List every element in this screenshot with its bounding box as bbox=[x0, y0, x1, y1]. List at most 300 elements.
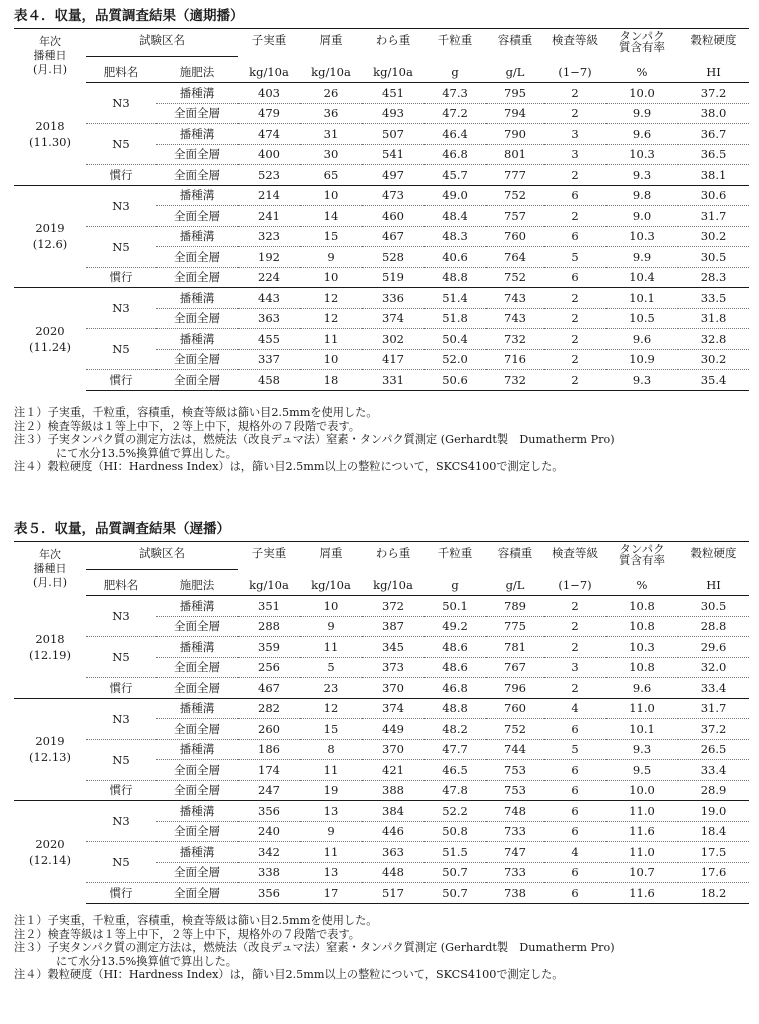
data-cell: 214 bbox=[238, 185, 300, 206]
sowing-date: (12.19) bbox=[29, 647, 71, 662]
data-cell: 6 bbox=[544, 862, 606, 883]
fertilizer-cell: 慣行 bbox=[86, 780, 156, 801]
data-cell: 460 bbox=[362, 206, 424, 227]
data-cell: 767 bbox=[486, 657, 544, 678]
data-cell: 323 bbox=[238, 226, 300, 247]
data-cell: 3 bbox=[544, 657, 606, 678]
data-cell: 302 bbox=[362, 329, 424, 350]
data-cell: 23 bbox=[300, 678, 362, 699]
unit-label: kg/10a bbox=[300, 57, 362, 83]
data-cell: 9.5 bbox=[606, 760, 678, 781]
data-cell: 359 bbox=[238, 637, 300, 658]
straw-weight-header: わら重 bbox=[362, 29, 424, 57]
note-line: 注１）子実重，千粒重，容積重，検査等級は篩い目2.5mmを使用した。 bbox=[14, 914, 378, 927]
method-cell: 全面全層 bbox=[156, 780, 238, 801]
method-cell: 播種溝 bbox=[156, 801, 238, 822]
method-cell: 播種溝 bbox=[156, 226, 238, 247]
method-cell: 全面全層 bbox=[156, 719, 238, 740]
table4-body bbox=[14, 83, 749, 391]
year-header bbox=[14, 542, 86, 596]
thousand-kernel-weight-header: 千粒重 bbox=[424, 542, 486, 570]
data-cell: 384 bbox=[362, 801, 424, 822]
data-cell: 48.4 bbox=[424, 206, 486, 227]
data-cell: 479 bbox=[238, 103, 300, 124]
method-cell: 播種溝 bbox=[156, 329, 238, 350]
data-cell: 451 bbox=[382, 85, 404, 100]
data-cell: 753 bbox=[486, 780, 544, 801]
method-cell: 全面全層 bbox=[156, 144, 238, 165]
data-cell: 403 bbox=[258, 85, 280, 100]
data-cell: 523 bbox=[238, 165, 300, 186]
data-cell: 493 bbox=[362, 103, 424, 124]
data-cell: 10.3 bbox=[606, 144, 678, 165]
data-cell: 400 bbox=[238, 144, 300, 165]
data-cell: 2 bbox=[544, 308, 606, 329]
method-cell: 全面全層 bbox=[156, 862, 238, 883]
unit-label: HI bbox=[678, 570, 749, 596]
data-cell: 30.2 bbox=[678, 349, 749, 370]
data-cell: 50.6 bbox=[424, 370, 486, 391]
data-cell: 48.2 bbox=[424, 719, 486, 740]
data-cell: 789 bbox=[504, 598, 526, 613]
data-cell: 370 bbox=[362, 678, 424, 699]
protein-header-line: タンパク bbox=[619, 542, 665, 556]
data-cell: 753 bbox=[486, 760, 544, 781]
method-cell: 播種溝 bbox=[156, 698, 238, 719]
hardness-header: 穀粒硬度 bbox=[678, 29, 749, 57]
data-cell: 6 bbox=[544, 719, 606, 740]
data-cell: 2 bbox=[544, 206, 606, 227]
data-cell: 46.8 bbox=[424, 678, 486, 699]
data-cell: 28.3 bbox=[678, 267, 749, 288]
method-cell: 全面全層 bbox=[156, 616, 238, 637]
year-value: 2020 bbox=[35, 837, 65, 851]
table-row bbox=[14, 185, 749, 206]
data-cell: 10.0 bbox=[606, 780, 678, 801]
data-cell: 6 bbox=[544, 226, 606, 247]
year-value: 2018 bbox=[35, 631, 65, 646]
method-cell: 全面全層 bbox=[156, 206, 238, 227]
data-cell: 47.7 bbox=[424, 739, 486, 760]
data-cell: 748 bbox=[486, 801, 544, 822]
data-cell: 33.4 bbox=[678, 678, 749, 699]
data-cell: 282 bbox=[238, 698, 300, 719]
data-cell: 15 bbox=[300, 719, 362, 740]
data-cell: 764 bbox=[486, 247, 544, 268]
table-row bbox=[14, 596, 749, 617]
data-cell: 48.6 bbox=[424, 637, 486, 658]
year-header-line: (月.日) bbox=[32, 575, 68, 589]
method-cell: 全面全層 bbox=[156, 678, 238, 699]
method-cell: 播種溝 bbox=[156, 288, 238, 309]
data-cell: 15 bbox=[300, 226, 362, 247]
data-cell: 752 bbox=[486, 185, 544, 206]
unit-label: kg/10a bbox=[238, 57, 300, 83]
unit-label: g/L bbox=[486, 57, 544, 83]
data-cell: 247 bbox=[238, 780, 300, 801]
data-cell: 458 bbox=[238, 370, 300, 391]
data-cell: 13 bbox=[300, 862, 362, 883]
data-cell: 417 bbox=[362, 349, 424, 370]
sowing-date: (12.13) bbox=[29, 750, 71, 765]
data-cell: 49.2 bbox=[424, 616, 486, 637]
method-header: 施肥法 bbox=[156, 57, 238, 83]
data-cell: 9.6 bbox=[606, 329, 678, 350]
data-cell: 47.2 bbox=[424, 103, 486, 124]
data-cell: 10.5 bbox=[606, 308, 678, 329]
fertilizer-cell: N3 bbox=[86, 801, 156, 842]
unit-label: HI bbox=[678, 57, 749, 83]
data-cell: 467 bbox=[362, 226, 424, 247]
unit-label: kg/10a bbox=[362, 57, 424, 83]
protein-header-line: タンパク bbox=[619, 29, 665, 43]
data-cell: 10.7 bbox=[606, 862, 678, 883]
unit-label: g bbox=[424, 570, 486, 596]
data-cell: 6 bbox=[544, 267, 606, 288]
fertilizer-cell: 慣行 bbox=[86, 370, 156, 391]
data-cell: 446 bbox=[362, 821, 424, 842]
method-cell: 全面全層 bbox=[156, 657, 238, 678]
data-cell: 6 bbox=[544, 883, 606, 904]
fertilizer-cell: N3 bbox=[112, 96, 130, 110]
grain-weight-header: 子実重 bbox=[238, 29, 300, 57]
data-cell: 363 bbox=[362, 842, 424, 863]
data-cell: 5 bbox=[544, 739, 606, 760]
data-cell: 448 bbox=[362, 862, 424, 883]
method-cell: 全面全層 bbox=[156, 247, 238, 268]
note-line: 注２）検査等級は１等上中下，２等上中下，規格外の７段階で表す。 bbox=[14, 927, 360, 941]
data-cell: 732 bbox=[486, 329, 544, 350]
method-cell: 播種溝 bbox=[179, 85, 215, 100]
data-cell: 19 bbox=[300, 780, 362, 801]
data-cell: 10.8 bbox=[629, 598, 655, 613]
data-cell: 9 bbox=[300, 616, 362, 637]
protein-header-line: 質含有率 bbox=[619, 553, 665, 567]
data-cell: 794 bbox=[486, 103, 544, 124]
data-cell: 9.8 bbox=[606, 185, 678, 206]
plot-header: 試験区名 bbox=[86, 542, 238, 570]
unit-label: % bbox=[606, 570, 678, 596]
data-cell: 10.1 bbox=[606, 288, 678, 309]
data-cell: 28.8 bbox=[678, 616, 749, 637]
data-cell: 370 bbox=[362, 739, 424, 760]
data-cell: 51.8 bbox=[424, 308, 486, 329]
data-cell: 38.0 bbox=[678, 103, 749, 124]
data-cell: 26.5 bbox=[678, 739, 749, 760]
data-cell: 48.6 bbox=[424, 657, 486, 678]
note-line: 注３）子実タンパク質の測定方法は，燃焼法（改良デュマ法）窒素・タンパク質測定 (Gerhardt製 Dumatherm Pro) bbox=[14, 433, 615, 446]
data-cell: 4 bbox=[544, 698, 606, 719]
year-header-line: 播種日 bbox=[33, 48, 67, 62]
fertilizer-cell: N3 bbox=[86, 185, 156, 226]
data-cell: 10.3 bbox=[606, 226, 678, 247]
method-cell: 全面全層 bbox=[156, 308, 238, 329]
table4-header bbox=[14, 29, 749, 83]
data-cell: 10.9 bbox=[606, 349, 678, 370]
data-cell: 26 bbox=[323, 85, 339, 100]
data-cell: 12 bbox=[300, 308, 362, 329]
unit-label: (1−7) bbox=[544, 57, 606, 83]
chaff-weight-header: 屑重 bbox=[300, 29, 362, 57]
data-cell: 37.2 bbox=[700, 85, 727, 100]
data-cell: 760 bbox=[486, 226, 544, 247]
data-cell: 33.4 bbox=[678, 760, 749, 781]
data-cell: 351 bbox=[258, 598, 280, 613]
fertilizer-cell: N5 bbox=[86, 637, 156, 678]
method-cell: 播種溝 bbox=[156, 739, 238, 760]
protein-header bbox=[606, 542, 678, 570]
sowing-date: (11.24) bbox=[29, 340, 71, 354]
data-cell: 507 bbox=[362, 124, 424, 145]
note-line: 注３）子実タンパク質の測定方法は，燃焼法（改良デュマ法）窒素・タンパク質測定 (Gerhardt製 Dumatherm Pro) bbox=[14, 941, 615, 954]
data-cell: 2 bbox=[571, 85, 579, 100]
data-cell: 10.4 bbox=[606, 267, 678, 288]
data-cell: 6 bbox=[544, 801, 606, 822]
data-cell: 10.3 bbox=[606, 637, 678, 658]
data-cell: 47.3 bbox=[442, 85, 468, 100]
data-cell: 6 bbox=[544, 185, 606, 206]
data-cell: 30.5 bbox=[700, 598, 727, 613]
note-line: 注４）穀粒硬度（HI：Hardness Index）は，篩い目2.5mm以上の整粒について，SKCS4100で測定した。 bbox=[14, 460, 564, 473]
data-cell: 17 bbox=[300, 883, 362, 904]
data-cell: 5 bbox=[544, 247, 606, 268]
table-row bbox=[14, 698, 749, 719]
chaff-weight-header: 屑重 bbox=[300, 542, 362, 570]
table-row bbox=[14, 637, 749, 658]
protein-header bbox=[606, 29, 678, 57]
data-cell: 356 bbox=[238, 801, 300, 822]
data-cell: 11.0 bbox=[606, 801, 678, 822]
data-cell: 467 bbox=[238, 678, 300, 699]
table4-notes bbox=[14, 406, 749, 474]
data-cell: 10.8 bbox=[606, 616, 678, 637]
data-cell: 36 bbox=[300, 103, 362, 124]
protein-header-line: 質含有率 bbox=[619, 40, 665, 54]
straw-weight-header: わら重 bbox=[362, 542, 424, 570]
data-cell: 9.3 bbox=[606, 370, 678, 391]
plot-header: 試験区名 bbox=[86, 29, 238, 57]
method-cell: 全面全層 bbox=[156, 165, 238, 186]
data-cell: 33.5 bbox=[678, 288, 749, 309]
data-cell: 732 bbox=[486, 370, 544, 391]
method-header: 施肥法 bbox=[156, 570, 238, 596]
data-cell: 331 bbox=[362, 370, 424, 391]
data-cell: 30.2 bbox=[678, 226, 749, 247]
data-cell: 372 bbox=[382, 598, 404, 613]
data-cell: 241 bbox=[238, 206, 300, 227]
data-cell: 388 bbox=[362, 780, 424, 801]
data-cell: 35.4 bbox=[678, 370, 749, 391]
data-cell: 11.0 bbox=[606, 698, 678, 719]
data-cell: 363 bbox=[238, 308, 300, 329]
sowing-date: (12.6) bbox=[32, 237, 68, 252]
data-cell: 790 bbox=[486, 124, 544, 145]
year-header bbox=[14, 29, 86, 83]
data-cell: 2 bbox=[544, 349, 606, 370]
data-cell: 46.5 bbox=[424, 760, 486, 781]
data-cell: 517 bbox=[362, 883, 424, 904]
table-row bbox=[14, 780, 749, 801]
data-cell: 6 bbox=[544, 821, 606, 842]
table5-caption: 表５．収量，品質調査結果（遅播） bbox=[14, 521, 230, 537]
year-value: 2019 bbox=[35, 221, 65, 236]
data-cell: 192 bbox=[238, 247, 300, 268]
table5 bbox=[14, 541, 749, 904]
data-cell: 733 bbox=[486, 821, 544, 842]
note-line: にて水分13.5%換算値で算出した。 bbox=[56, 954, 237, 968]
year-value: 2019 bbox=[35, 734, 65, 749]
data-cell: 744 bbox=[486, 739, 544, 760]
data-cell: 51.4 bbox=[424, 288, 486, 309]
data-cell: 4 bbox=[544, 842, 606, 863]
data-cell: 342 bbox=[238, 842, 300, 863]
year-header-line: 年次 bbox=[39, 547, 61, 561]
thousand-kernel-weight-header: 千粒重 bbox=[424, 29, 486, 57]
data-cell: 345 bbox=[362, 637, 424, 658]
data-cell: 13 bbox=[300, 801, 362, 822]
data-cell: 743 bbox=[486, 308, 544, 329]
data-cell: 29.6 bbox=[678, 637, 749, 658]
method-cell: 全面全層 bbox=[156, 883, 238, 904]
fertilizer-header: 肥料名 bbox=[86, 57, 156, 83]
data-cell: 12 bbox=[300, 698, 362, 719]
year-cell bbox=[14, 801, 86, 904]
data-cell: 738 bbox=[486, 883, 544, 904]
data-cell: 36.7 bbox=[678, 124, 749, 145]
data-cell: 2 bbox=[544, 616, 606, 637]
data-cell: 356 bbox=[238, 883, 300, 904]
volume-weight-header: 容積重 bbox=[486, 29, 544, 57]
data-cell: 31.7 bbox=[678, 206, 749, 227]
fertilizer-cell: N3 bbox=[86, 288, 156, 329]
data-cell: 733 bbox=[486, 862, 544, 883]
data-cell: 9.9 bbox=[606, 247, 678, 268]
fertilizer-cell: N5 bbox=[86, 739, 156, 780]
table-row bbox=[14, 883, 749, 904]
data-cell: 11.6 bbox=[606, 821, 678, 842]
year-header-line: 播種日 bbox=[33, 561, 67, 575]
data-cell: 449 bbox=[362, 719, 424, 740]
table-row bbox=[14, 678, 749, 699]
data-cell: 224 bbox=[238, 267, 300, 288]
fertilizer-cell: N3 bbox=[112, 609, 130, 623]
data-cell: 757 bbox=[486, 206, 544, 227]
inspection-grade-header: 検査等級 bbox=[544, 29, 606, 57]
data-cell: 760 bbox=[486, 698, 544, 719]
data-cell: 11 bbox=[300, 842, 362, 863]
table5-body bbox=[14, 596, 749, 904]
unit-label: g bbox=[424, 57, 486, 83]
note-line: にて水分13.5%換算値で算出した。 bbox=[56, 446, 237, 460]
table-row bbox=[14, 801, 749, 822]
fertilizer-cell: N5 bbox=[86, 842, 156, 883]
data-cell: 777 bbox=[486, 165, 544, 186]
data-cell: 743 bbox=[486, 288, 544, 309]
data-cell: 716 bbox=[486, 349, 544, 370]
data-cell: 10 bbox=[300, 185, 362, 206]
data-cell: 2 bbox=[544, 637, 606, 658]
table-row bbox=[14, 288, 749, 309]
data-cell: 2 bbox=[544, 678, 606, 699]
data-cell: 50.1 bbox=[442, 598, 468, 613]
table-row bbox=[14, 267, 749, 288]
data-cell: 32.8 bbox=[678, 329, 749, 350]
method-cell: 全面全層 bbox=[156, 821, 238, 842]
data-cell: 50.4 bbox=[424, 329, 486, 350]
data-cell: 52.0 bbox=[424, 349, 486, 370]
data-cell: 37.2 bbox=[678, 719, 749, 740]
method-cell: 全面全層 bbox=[156, 370, 238, 391]
data-cell: 9 bbox=[300, 247, 362, 268]
data-cell: 31.8 bbox=[678, 308, 749, 329]
data-cell: 11 bbox=[300, 760, 362, 781]
data-cell: 31 bbox=[300, 124, 362, 145]
data-cell: 421 bbox=[362, 760, 424, 781]
data-cell: 10 bbox=[323, 598, 339, 613]
data-cell: 30 bbox=[300, 144, 362, 165]
data-cell: 9.3 bbox=[606, 165, 678, 186]
data-cell: 38.1 bbox=[678, 165, 749, 186]
data-cell: 497 bbox=[362, 165, 424, 186]
data-cell: 443 bbox=[238, 288, 300, 309]
year-cell bbox=[14, 698, 86, 801]
data-cell: 11 bbox=[300, 329, 362, 350]
data-cell: 45.7 bbox=[424, 165, 486, 186]
data-cell: 2 bbox=[544, 329, 606, 350]
unit-label: (1−7) bbox=[544, 570, 606, 596]
data-cell: 373 bbox=[362, 657, 424, 678]
unit-label: kg/10a bbox=[238, 570, 300, 596]
data-cell: 40.6 bbox=[424, 247, 486, 268]
data-cell: 474 bbox=[238, 124, 300, 145]
data-cell: 9.6 bbox=[606, 124, 678, 145]
sowing-date: (11.30) bbox=[29, 134, 71, 149]
year-value: 2020 bbox=[35, 324, 65, 338]
method-cell: 全面全層 bbox=[156, 103, 238, 124]
data-cell: 519 bbox=[362, 267, 424, 288]
data-cell: 30.6 bbox=[678, 185, 749, 206]
data-cell: 781 bbox=[486, 637, 544, 658]
data-cell: 174 bbox=[238, 760, 300, 781]
hardness-header: 穀粒硬度 bbox=[678, 542, 749, 570]
data-cell: 186 bbox=[238, 739, 300, 760]
method-cell: 播種溝 bbox=[156, 124, 238, 145]
year-header-line: (月.日) bbox=[32, 62, 68, 76]
data-cell: 10 bbox=[300, 267, 362, 288]
year-cell bbox=[14, 83, 86, 186]
unit-label: % bbox=[606, 57, 678, 83]
note-line: 注４）穀粒硬度（HI：Hardness Index）は，篩い目2.5mm以上の整粒について，SKCS4100で測定した。 bbox=[14, 968, 564, 981]
fertilizer-cell: 慣行 bbox=[86, 678, 156, 699]
fertilizer-cell: N5 bbox=[86, 226, 156, 267]
data-cell: 11.0 bbox=[606, 842, 678, 863]
data-cell: 6 bbox=[544, 780, 606, 801]
data-cell: 2 bbox=[544, 288, 606, 309]
data-cell: 48.8 bbox=[424, 698, 486, 719]
fertilizer-cell: 慣行 bbox=[86, 165, 156, 186]
data-cell: 2 bbox=[544, 165, 606, 186]
data-cell: 17.6 bbox=[678, 862, 749, 883]
data-cell: 338 bbox=[238, 862, 300, 883]
year-header-line: 年次 bbox=[39, 34, 61, 48]
fertilizer-cell: N5 bbox=[86, 329, 156, 370]
data-cell: 10.1 bbox=[606, 719, 678, 740]
data-cell: 240 bbox=[238, 821, 300, 842]
data-cell: 47.8 bbox=[424, 780, 486, 801]
year-value: 2018 bbox=[35, 118, 65, 133]
table-row bbox=[14, 124, 749, 145]
data-cell: 260 bbox=[238, 719, 300, 740]
